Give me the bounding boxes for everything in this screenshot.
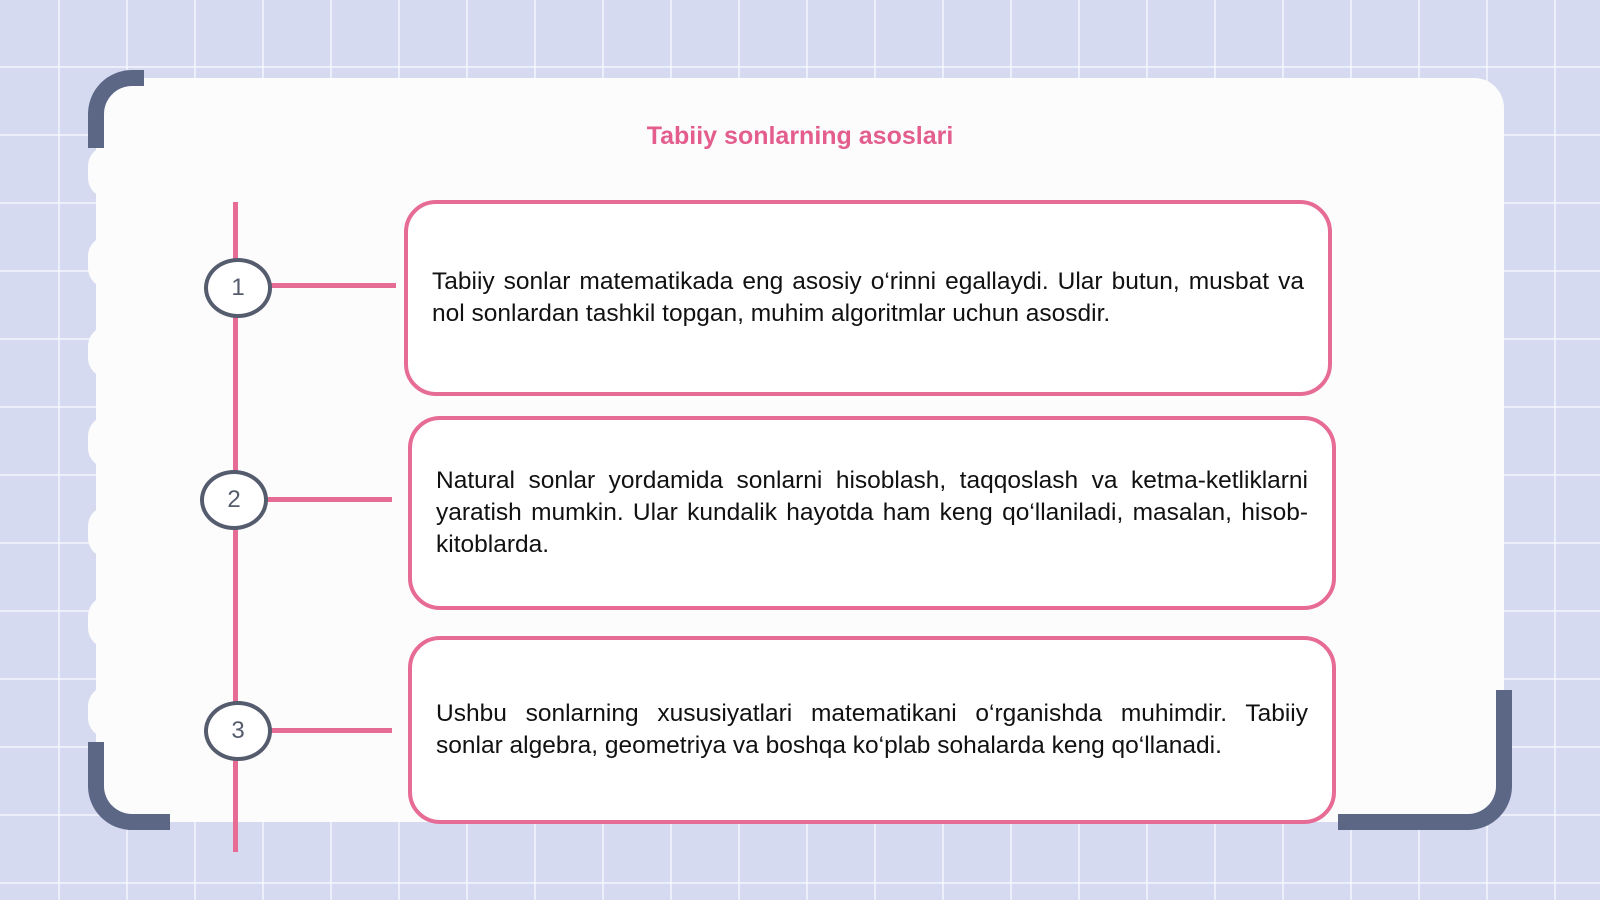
- paper-edge-bump: [88, 596, 128, 648]
- paper-edge-bump: [88, 686, 128, 738]
- timeline-connector: [266, 283, 396, 288]
- paper-edge-bump: [88, 506, 128, 558]
- info-card: [404, 200, 1332, 396]
- slide-title: Tabiiy sonlarning asoslari: [646, 122, 954, 150]
- corner-bracket-bottom-left: [88, 742, 170, 830]
- info-card: [408, 416, 1336, 610]
- info-card-text: Tabiiy sonlar matematikada eng asosiy o‘rinni egallaydi. Ular butun, musbat va nol sonlardan tashkil topgan, muhim algoritmlar uchun asosdir.: [432, 268, 1304, 327]
- paper-edge-bump: [88, 146, 128, 198]
- step-number-marker: 1: [204, 258, 272, 318]
- paper-edge-bump: [88, 326, 128, 378]
- paper-edge-bump: [88, 236, 128, 288]
- timeline-connector: [262, 497, 392, 502]
- timeline-connector: [266, 728, 392, 733]
- corner-bracket-top-left: [88, 70, 144, 148]
- info-card-text: Natural sonlar yordamida sonlarni hisoblash, taqqoslash va ketma-ketliklarni yaratish mumkin. Ular kundalik hayotda ham keng qo‘llaniladi, masalan, hisob-kitoblarda.: [436, 467, 1308, 558]
- paper-edge-bump: [88, 416, 128, 468]
- info-card-text: Ushbu sonlarning xususiyatlari matematikani o‘rganishda muhimdir. Tabiiy sonlar algebra, geometriya va boshqa ko‘plab sohalarda keng qo‘llanadi.: [436, 700, 1308, 759]
- step-number-marker: 3: [204, 701, 272, 761]
- corner-bracket-bottom-right: [1338, 690, 1512, 830]
- step-number-marker: 2: [200, 470, 268, 530]
- info-card: [408, 636, 1336, 824]
